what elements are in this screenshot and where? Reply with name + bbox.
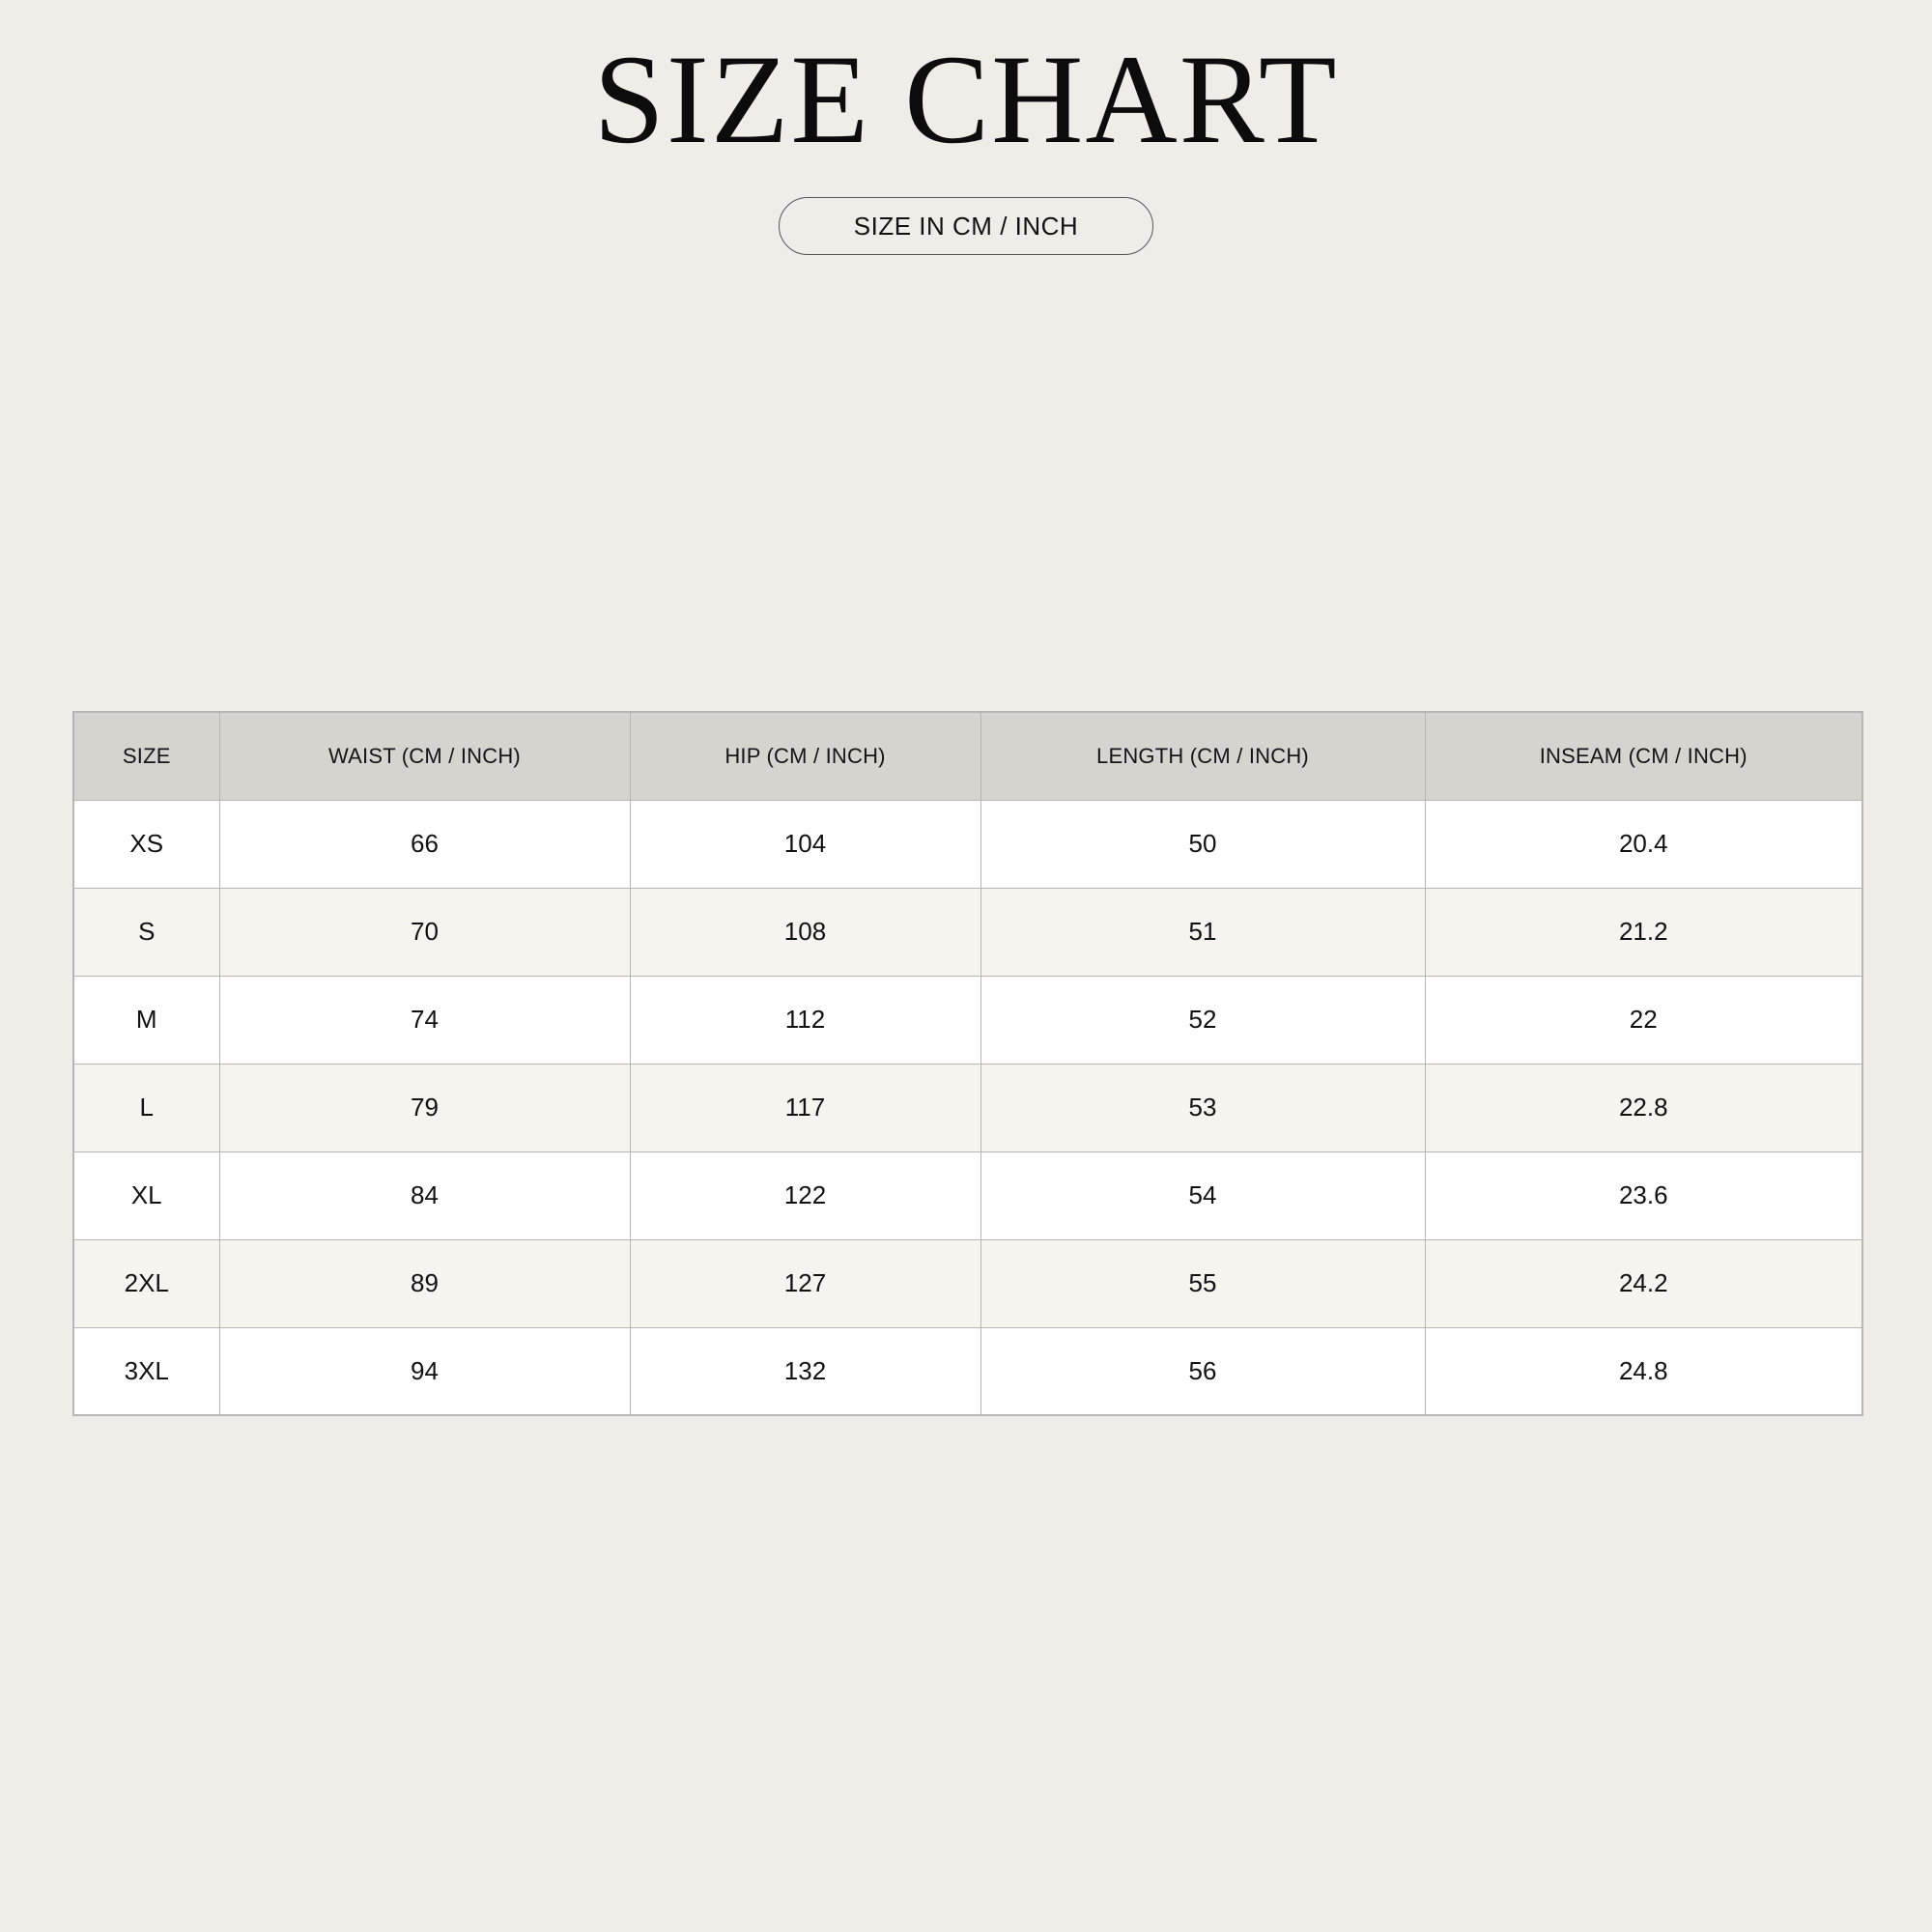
cell-size: 3XL <box>73 1327 219 1415</box>
cell-length: 50 <box>980 800 1425 888</box>
cell-size: L <box>73 1064 219 1151</box>
cell-hip: 127 <box>630 1239 980 1327</box>
cell-length: 55 <box>980 1239 1425 1327</box>
cell-length: 52 <box>980 976 1425 1064</box>
table-row <box>73 1327 1862 1415</box>
header-length: LENGTH (CM / INCH) <box>980 712 1425 800</box>
header-waist: WAIST (CM / INCH) <box>219 712 630 800</box>
table-row <box>73 1151 1862 1239</box>
cell-length: 53 <box>980 1064 1425 1151</box>
page-title: SIZE CHART <box>593 28 1339 170</box>
cell-inseam: 22.8 <box>1425 1064 1862 1151</box>
table-row <box>73 1239 1862 1327</box>
cell-waist: 70 <box>219 888 630 976</box>
table-row <box>73 1064 1862 1151</box>
cell-inseam: 24.8 <box>1425 1327 1862 1415</box>
table-row <box>73 976 1862 1064</box>
cell-length: 56 <box>980 1327 1425 1415</box>
cell-waist: 79 <box>219 1064 630 1151</box>
header-hip: HIP (CM / INCH) <box>630 712 980 800</box>
table-row <box>73 800 1862 888</box>
cell-hip: 117 <box>630 1064 980 1151</box>
header-inseam: INSEAM (CM / INCH) <box>1425 712 1862 800</box>
unit-label-pill: SIZE IN CM / INCH <box>779 197 1153 255</box>
cell-hip: 108 <box>630 888 980 976</box>
cell-waist: 89 <box>219 1239 630 1327</box>
cell-hip: 122 <box>630 1151 980 1239</box>
cell-waist: 66 <box>219 800 630 888</box>
cell-size: XL <box>73 1151 219 1239</box>
cell-size: M <box>73 976 219 1064</box>
cell-inseam: 24.2 <box>1425 1239 1862 1327</box>
cell-size: S <box>73 888 219 976</box>
cell-waist: 84 <box>219 1151 630 1239</box>
cell-length: 54 <box>980 1151 1425 1239</box>
cell-inseam: 21.2 <box>1425 888 1862 976</box>
size-table <box>72 711 1863 1416</box>
header-size: SIZE <box>73 712 219 800</box>
cell-waist: 94 <box>219 1327 630 1415</box>
cell-inseam: 22 <box>1425 976 1862 1064</box>
cell-length: 51 <box>980 888 1425 976</box>
table-header-row <box>73 712 1862 800</box>
cell-hip: 104 <box>630 800 980 888</box>
cell-inseam: 20.4 <box>1425 800 1862 888</box>
cell-hip: 112 <box>630 976 980 1064</box>
cell-inseam: 23.6 <box>1425 1151 1862 1239</box>
table-row <box>73 888 1862 976</box>
cell-size: XS <box>73 800 219 888</box>
cell-size: 2XL <box>73 1239 219 1327</box>
cell-hip: 132 <box>630 1327 980 1415</box>
cell-waist: 74 <box>219 976 630 1064</box>
